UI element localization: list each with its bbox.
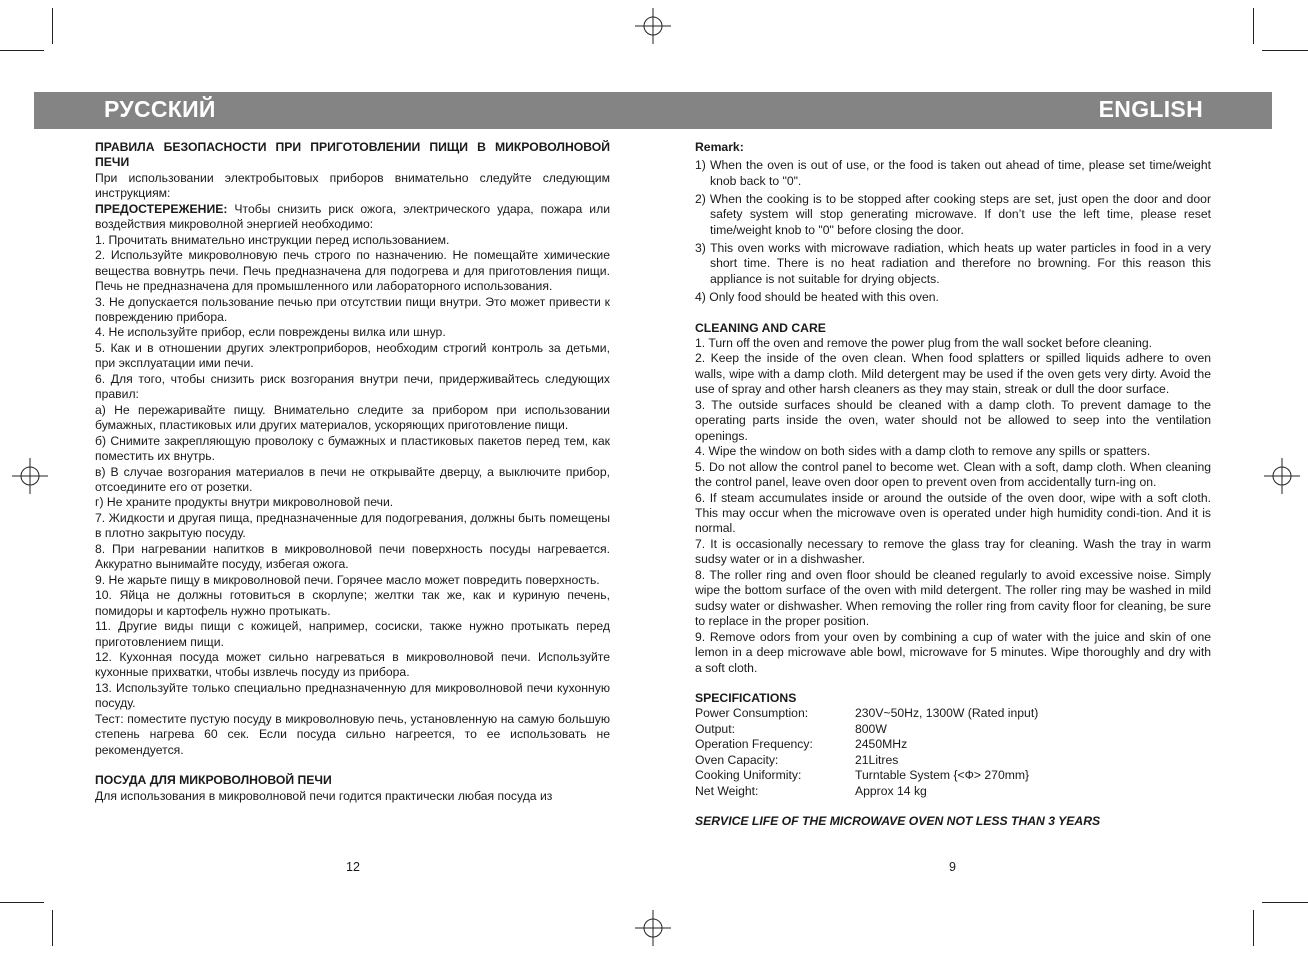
en-cleaning-item: 7. It is occasionally necessary to remove the glass tray for cleaning. Wash the tray in warm sudsy water or in a dishwasher. bbox=[695, 536, 1211, 567]
ru-warning bbox=[95, 202, 610, 233]
spec-value: Turntable System {<Ф> 270mm} bbox=[855, 768, 1030, 783]
spec-row bbox=[695, 737, 1211, 752]
ru-cookware-title: ПОСУДА ДЛЯ МИКРОВОЛНОВОЙ ПЕЧИ bbox=[95, 773, 332, 788]
ru-list-item: 12. Кухонная посуда может сильно нагреваться в микроволновой печи. Используйте кухонные прихватки, чтобы извлечь посуду из прибора. bbox=[95, 649, 610, 680]
ru-list-item: 2. Используйте микроволновую печь строго по назначению. Не помещайте химические вещества вовнутрь печи. Печь предназначена для подогрева и для приготовления пищи. Печь не предназначена для промышленного или лабораторного использования. bbox=[95, 248, 610, 294]
ru-list-item: а) Не пережаривайте пищу. Внимательно следите за прибором при использовании бумажных, пластиковых или других материалов, ускоряющих приготовление пищи. bbox=[95, 402, 610, 433]
crop-mark bbox=[1253, 910, 1254, 946]
spec-value: 230V~50Hz, 1300W (Rated input) bbox=[855, 706, 1039, 721]
spec-row bbox=[695, 768, 1211, 783]
spec-row bbox=[695, 784, 1211, 799]
en-cleaning-item: 1. Turn off the oven and remove the power plug from the wall socket before cleaning. bbox=[695, 335, 1153, 350]
spec-label: Operation Frequency: bbox=[695, 737, 813, 752]
spec-value: 800W bbox=[855, 721, 887, 736]
en-cleaning-item: 5. Do not allow the control panel to become wet. Clean with a soft, damp cloth. When cleaning the control panel, leave oven door open to prevent oven from accidentally turn-ing on. bbox=[695, 459, 1211, 490]
ru-list-item: г) Не храните продукты внутри микроволновой печи. bbox=[95, 495, 394, 510]
en-remark-item: 2) When the cooking is to be stopped after cooking steps are set, just open the door and door safety system will stop generating microwave. If don’t use the left time, please reset time/weight knob to "0" before closing the door. bbox=[695, 191, 1211, 237]
ru-list-item: 5. Как и в отношении других электроприборов, необходим строгий контроль за детьми, при эксплуатации ими печи. bbox=[95, 340, 610, 371]
ru-intro: При использовании электробытовых приборов внимательно следуйте следующим инструкциям: bbox=[95, 170, 610, 201]
en-cleaning-item: 4. Wipe the window on both sides with a damp cloth to remove any spills or spatters. bbox=[695, 444, 1151, 459]
ru-list-item: в) В случае возгорания материалов в печи не открывайте дверцу, а выключите прибор, отсоедините его от розетки. bbox=[95, 464, 610, 494]
english-column bbox=[695, 140, 1211, 830]
registration-mark-icon bbox=[635, 8, 671, 44]
en-cleaning-item: 3. The outside surfaces should be cleaned with a damp cloth. To prevent damage to the operating parts inside the oven, water should not be allowed to seep into the ventilation openings. bbox=[695, 397, 1211, 443]
en-remark-title: Remark: bbox=[695, 140, 744, 154]
ru-list-item: 1. Прочитать внимательно инструкции перед использованием. bbox=[95, 232, 450, 247]
ru-list-item: 9. Не жарьте пищу в микроволновой печи. Горячее масло может повредить поверхность. bbox=[95, 572, 600, 587]
en-remark-item: 1) When the oven is out of use, or the food is taken out ahead of time, please set time/weight knob back to "0". bbox=[695, 158, 1211, 188]
registration-mark-icon bbox=[1264, 458, 1300, 494]
page-number-left: 12 bbox=[346, 860, 360, 874]
crop-mark bbox=[0, 902, 44, 903]
spec-value: 21Litres bbox=[855, 752, 899, 767]
ru-list-item: 6. Для того, чтобы снизить риск возгорания внутри печи, придерживайтесь следующих правил: bbox=[95, 371, 610, 402]
language-title-russian: РУССКИЙ bbox=[104, 96, 216, 122]
spec-label: Cooking Uniformity: bbox=[695, 768, 802, 783]
ru-list-item: 13. Используйте только специально предназначенную для микроволновой печи кухонную посуду. bbox=[95, 680, 610, 711]
crop-mark bbox=[0, 50, 44, 51]
crop-mark bbox=[1262, 50, 1308, 51]
page-number-right: 9 bbox=[949, 860, 956, 874]
ru-safety-title: ПРАВИЛА БЕЗОПАСНОСТИ ПРИ ПРИГОТОВЛЕНИИ ПИЩИ В МИКРОВОЛНОВОЙ ПЕЧИ bbox=[95, 140, 610, 170]
en-service-life: SERVICE LIFE OF THE MICROWAVE OVEN NOT LESS THAN 3 YEARS bbox=[695, 814, 1101, 829]
spec-label: Power Consumption: bbox=[695, 706, 809, 721]
language-title-english: ENGLISH bbox=[1098, 96, 1203, 122]
spec-label: Net Weight: bbox=[695, 783, 759, 798]
ru-list-item: 7. Жидкости и другая пища, предназначенные для подогревания, должны быть помещены в плотно закрытую посуду. bbox=[95, 510, 610, 541]
spec-label: Output: bbox=[695, 721, 735, 736]
ru-list-item: 3. Не допускается пользование печью при отсутствии пищи внутри. Это может привести к повреждению прибора. bbox=[95, 294, 610, 324]
ru-warning-label: ПРЕДОСТЕРЕЖЕНИЕ: bbox=[95, 201, 228, 216]
spacer bbox=[695, 799, 1211, 814]
spec-label: Oven Capacity: bbox=[695, 752, 779, 767]
ru-warning-text: Чтобы снизить риск ожога, электрического удара, пожара или воздействия микроволной энергией необходимо: bbox=[95, 201, 610, 232]
ru-list-item: 8. При нагревании напитков в микроволновой печи поверхность посуды нагревается. Аккуратно вынимайте посуду, избегая ожога. bbox=[95, 541, 610, 572]
spec-value: 2450MHz bbox=[855, 737, 908, 752]
ru-list-item: 4. Не используйте прибор, если повреждены вилка или шнур. bbox=[95, 325, 446, 340]
russian-column bbox=[95, 140, 610, 804]
en-cleaning-item: 9. Remove odors from your oven by combining a cup of water with the juice and skin of one lemon in a deep microwave able bowl, microwave for 5 minutes. Wipe thoroughly and dry with a soft cloth. bbox=[695, 629, 1211, 675]
spec-row bbox=[695, 706, 1211, 721]
en-cleaning-title: CLEANING AND CARE bbox=[695, 320, 826, 335]
registration-mark-icon bbox=[12, 458, 48, 494]
ru-list-item: б) Снимите закрепляющую проволоку с бумажных и пластиковых пакетов перед тем, как поместить их внутрь. bbox=[95, 433, 610, 464]
crop-mark bbox=[1253, 8, 1254, 44]
spacer bbox=[95, 758, 610, 773]
en-spec-title: SPECIFICATIONS bbox=[695, 690, 797, 705]
en-remark-item: 4) Only food should be heated with this oven. bbox=[695, 289, 939, 304]
en-cleaning-item: 6. If steam accumulates inside or around the outside of the oven door, wipe with a soft cloth. This may occur when the microwave oven is operated under high humidity condi-tion. And it is normal. bbox=[695, 490, 1211, 536]
en-remark-item: 3) This oven works with microwave radiation, which heats up water particles in food in a very short time. There is no heat radiation and therefore no browning. For this reason this appliance is not suitable for drying objects. bbox=[695, 240, 1211, 286]
en-cleaning-item: 2. Keep the inside of the oven clean. When food splatters or spilled liquids adhere to oven walls, wipe with a damp cloth. Mild detergent may be used if the oven gets very dirty. Avoid the use of spray and other harsh cleaners as they may stain, streak or dull the door surface. bbox=[695, 351, 1211, 397]
crop-mark bbox=[52, 910, 53, 946]
ru-list-item: 10. Яйца не должны готовиться в скорлупе; желтки так же, как и куриную печень, помидоры и картофель нужно протыкать. bbox=[95, 588, 610, 618]
language-header-bar bbox=[34, 92, 1272, 129]
ru-list-item: Тест: поместите пустую посуду в микроволновую печь, установленную на самую большую степень нагрева 60 сек. Если посуда сильно нагреется, то ее использовать не рекомендуется. bbox=[95, 711, 610, 757]
crop-mark bbox=[1262, 902, 1308, 903]
spec-row bbox=[695, 753, 1211, 768]
spec-row bbox=[695, 722, 1211, 737]
crop-mark bbox=[52, 8, 53, 44]
spec-value: Approx 14 kg bbox=[855, 783, 927, 798]
registration-mark-icon bbox=[635, 910, 671, 946]
spacer bbox=[695, 676, 1211, 691]
spacer bbox=[695, 308, 1211, 321]
en-cleaning-item: 8. The roller ring and oven floor should be cleaned regularly to avoid excessive noise. Simply wipe the bottom surface of the oven with mild detergent. The roller ring may be washed in mild sudsy water or dishwasher. When removing the roller ring from cavity floor for cleaning, be sure to replace in the proper position. bbox=[695, 567, 1211, 629]
ru-list-item: 11. Другие виды пищи с кожицей, например, сосиски, также нужно протыкать перед приготовлением пищи. bbox=[95, 619, 610, 649]
ru-cookware-text: Для использования в микроволновой печи годится практически любая посуда из bbox=[95, 788, 553, 803]
